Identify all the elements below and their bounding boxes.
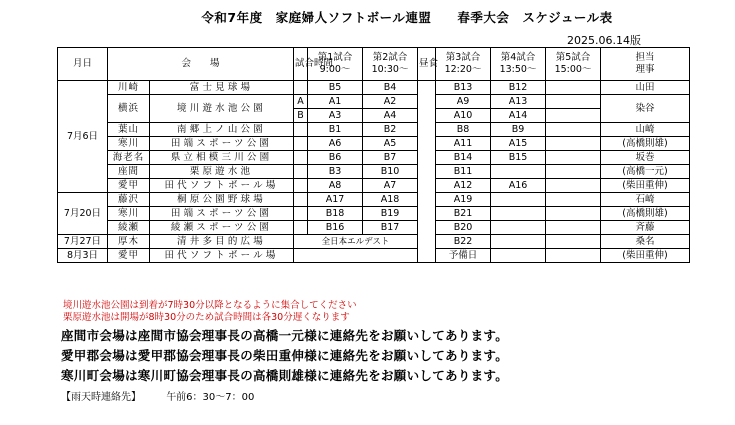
game4-cell [491,235,546,249]
table-row [58,221,690,235]
staff-cell: (高橋一元) [601,165,690,179]
table-row [58,123,690,137]
game4-cell [491,165,546,179]
header-lunch: 昼食 [418,48,436,81]
game5-cell [546,165,601,179]
game1-cell: B5 [308,81,363,95]
contact-line: 愛甲郡会場は愛甲郡協会理事長の柴田重伸様に連絡先をお願いしてあります。 [61,348,509,363]
game4-cell: B12 [491,81,546,95]
slot-cell [294,179,308,193]
header-game5 [546,48,601,81]
game3-cell: B11 [436,165,491,179]
game4-cell [491,207,546,221]
slot-cell [294,81,308,95]
game1-cell: B18 [308,207,363,221]
staff-cell: 斉藤 [601,221,690,235]
city-cell: 寒川 [108,137,150,151]
table-row [58,95,690,109]
game4-cell: B9 [491,123,546,137]
staff-cell: 山田 [601,81,690,95]
contact-line: 座間市会場は座間市協会理事長の高橋一元様に連絡先をお願いしてあります。 [61,328,509,343]
date-cell: 7月27日 [58,235,108,249]
venue-cell: 栗原遊水池 [150,165,294,179]
header-game4 [491,48,546,81]
game3-label: 第3試合 [445,52,481,63]
staff-cell: 染谷 [601,95,690,123]
slot-cell: A [294,95,308,109]
header-game3 [436,48,491,81]
game5-cell [546,81,601,95]
staff-cell: 坂巻 [601,151,690,165]
rain-time: 午前6：30～7：00 [166,392,255,403]
venue-cell: 田代ソフトボール場 [150,249,294,263]
game3-cell: A9 [436,95,491,109]
game1-cell: B1 [308,123,363,137]
game3-cell: B13 [436,81,491,95]
game2-cell: A7 [363,179,418,193]
table-row [58,249,690,263]
venue-cell: 富士見球場 [150,81,294,95]
game5-cell [546,151,601,165]
game4-cell [491,221,546,235]
staff-cell: (柴田重伸) [601,179,690,193]
venue-cell: 境川遊水池公園 [150,95,294,123]
header-venue: 会 場 [108,48,294,81]
city-cell: 厚木 [108,235,150,249]
header-staff [601,48,690,81]
table-row [58,151,690,165]
game2-cell: B4 [363,81,418,95]
game5-cell [546,137,601,151]
header-slot: 試合時間 [294,48,308,81]
venue-cell: 県立相模三川公園 [150,151,294,165]
slot-cell [294,193,308,207]
date-cell: 7月6日 [58,81,108,193]
game5-cell [546,109,601,123]
contact-line: 寒川町会場は寒川町協会理事長の高橋則雄様に連絡先をお願いしてあります。 [61,368,509,383]
lunch-cell [418,81,436,263]
game2-cell: B7 [363,151,418,165]
staff-cell: (高橋則雄) [601,137,690,151]
game1-label: 第1試合 [317,52,353,63]
game1-cell: B6 [308,151,363,165]
game4-cell: A15 [491,137,546,151]
version-label: 2025.06.14版 [567,34,641,47]
game4-cell: A13 [491,95,546,109]
game1-cell: B3 [308,165,363,179]
city-cell: 海老名 [108,151,150,165]
game5-cell [546,235,601,249]
game1-time: 9:00～ [319,64,351,75]
slot-cell: B [294,109,308,123]
staff-label: 担当 [635,52,655,63]
game2-cell: B2 [363,123,418,137]
table-row [58,235,690,249]
city-cell: 座間 [108,165,150,179]
header-date: 月日 [58,48,108,81]
staff-cell: 石崎 [601,193,690,207]
city-cell: 葉山 [108,123,150,137]
game1-cell: A6 [308,137,363,151]
game2-cell: A5 [363,137,418,151]
venue-cell: 綾瀬スポーツ公園 [150,221,294,235]
game5-label: 第5試合 [555,52,591,63]
game4-cell [491,249,546,263]
game5-cell [546,221,601,235]
game3-cell: A10 [436,109,491,123]
game3-cell: B14 [436,151,491,165]
game5-cell [546,179,601,193]
venue-cell: 南郷上ノ山公園 [150,123,294,137]
staff-cell: (高橋則雄) [601,207,690,221]
venue-cell: 桐原公園野球場 [150,193,294,207]
table-row [58,179,690,193]
date-cell: 7月20日 [58,193,108,235]
game4-time: 13:50～ [499,64,537,75]
rain-label: 【雨天時連絡先】 [61,392,141,403]
staff-cell: 桑名 [601,235,690,249]
schedule-table [57,47,690,263]
rain-contact [61,388,276,403]
schedule-title: 令和7年度 家庭婦人ソフトボール連盟 春季大会 スケジュール表 [201,10,613,25]
slot-cell [294,123,308,137]
table-row [58,193,690,207]
game4-cell: B15 [491,151,546,165]
game1-cell: B16 [308,221,363,235]
city-cell: 横浜 [108,95,150,123]
game3-cell: A12 [436,179,491,193]
game3-cell: B20 [436,221,491,235]
notice-line: 境川遊水池公園は到着が7時30分以降となるように集合してください [63,300,357,311]
staff-cell: (柴田重伸) [601,249,690,263]
venue-cell: 清井多目的広場 [150,235,294,249]
venue-cell: 田端スポーツ公園 [150,137,294,151]
staff-cell: 山崎 [601,123,690,137]
game4-cell [491,193,546,207]
game1-cell: A8 [308,179,363,193]
slot-cell [294,165,308,179]
slot-cell [294,221,308,235]
notice-line: 栗原遊水池は開場が8時30分のため試合時間は各30分遅くなります [63,312,350,323]
game2-cell: B10 [363,165,418,179]
table-row [58,81,690,95]
game3-cell: B21 [436,207,491,221]
game3-cell: B22 [436,235,491,249]
table-row [58,207,690,221]
game3-time: 12:20～ [444,64,482,75]
note-cell [294,249,418,263]
slot-cell [294,207,308,221]
schedule-sheet [57,8,689,401]
game4-cell: A16 [491,179,546,193]
header-row [58,48,690,81]
table-row [58,165,690,179]
city-cell: 寒川 [108,207,150,221]
game5-time: 15:00～ [554,64,592,75]
game5-cell [546,95,601,109]
venue-cell: 田代ソフトボール場 [150,179,294,193]
game3-cell: B8 [436,123,491,137]
slot-cell [294,137,308,151]
game4-cell: A14 [491,109,546,123]
city-cell: 愛甲 [108,249,150,263]
game3-cell: A19 [436,193,491,207]
game1-cell: A1 [308,95,363,109]
table-row [58,137,690,151]
city-cell: 愛甲 [108,179,150,193]
game2-label: 第2試合 [372,52,408,63]
game2-cell: A18 [363,193,418,207]
city-cell: 綾瀬 [108,221,150,235]
game5-cell [546,193,601,207]
date-cell: 8月3日 [58,249,108,263]
game2-cell: B19 [363,207,418,221]
city-cell: 藤沢 [108,193,150,207]
city-cell: 川崎 [108,81,150,95]
game3-cell: A11 [436,137,491,151]
game5-cell [546,207,601,221]
game1-cell: A3 [308,109,363,123]
game2-cell: A4 [363,109,418,123]
game4-label: 第4試合 [500,52,536,63]
header-game2 [363,48,418,81]
game3-cell: 予備日 [436,249,491,263]
game2-time: 10:30～ [371,64,409,75]
venue-cell: 田端スポーツ公園 [150,207,294,221]
slot-cell [294,151,308,165]
note-cell: 全日本エルデスト [294,235,418,249]
game5-cell [546,123,601,137]
game5-cell [546,249,601,263]
game2-cell: A2 [363,95,418,109]
game1-cell: A17 [308,193,363,207]
staff-label-2: 理事 [635,64,655,75]
game2-cell: B17 [363,221,418,235]
